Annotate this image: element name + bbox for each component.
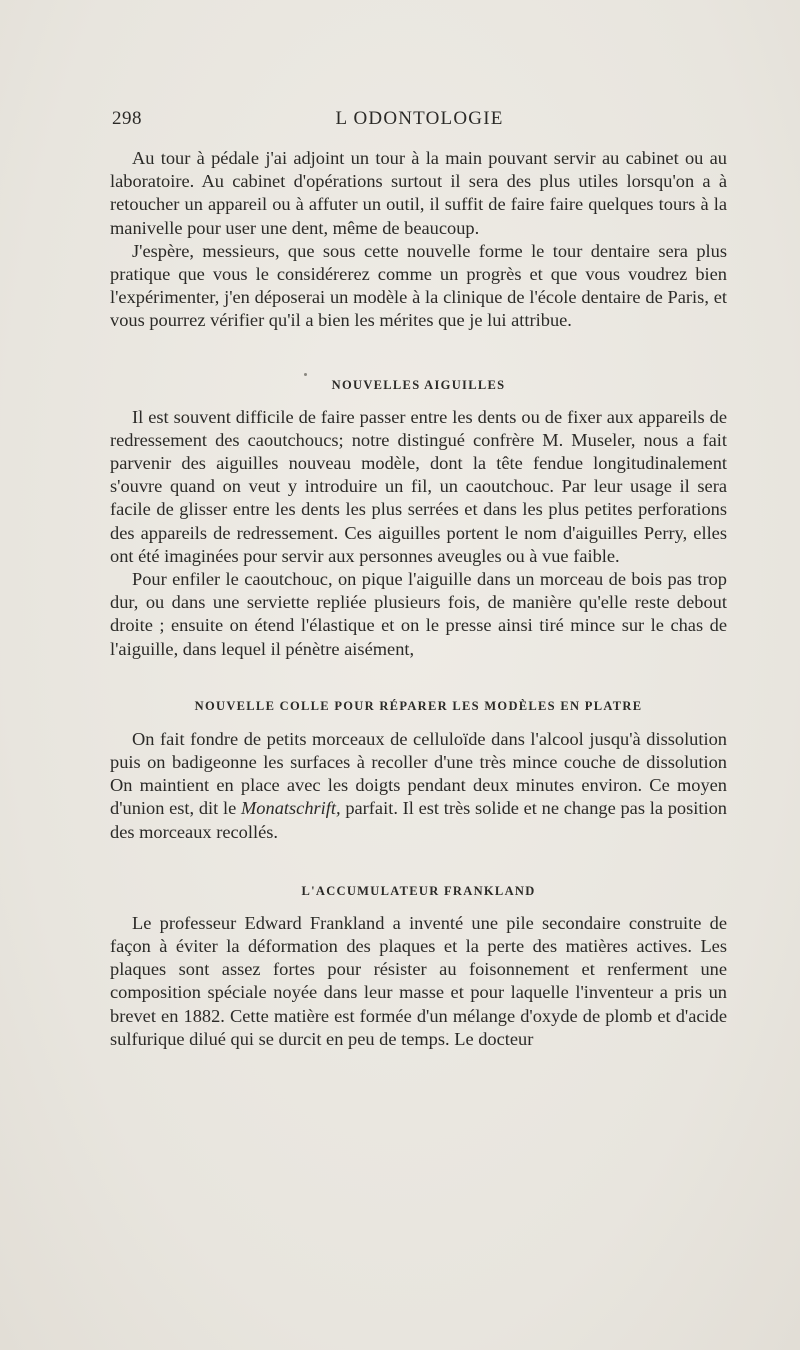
paragraph: Le professeur Edward Frankland a inventé une pile secondaire construite de façon à éviter la déformation des plaques et la perte des matières actives. Les plaques sont assez fortes pour résister au foisonnement et renferment une composition spéciale noyée dans leur masse et pour laquelle l'inventeur a pris un brevet en 1882. Cette matière est formée d'un mélange d'oxyde de plomb et d'acide sulfurique dilué qui se durcit en peu de temps. Le docteur: [110, 912, 727, 1049]
section-title: L'ACCUMULATEUR FRANKLAND: [301, 883, 536, 898]
paragraph: Au tour à pédale j'ai adjoint un tour à la main pouvant servir au cabinet ou au laboratoire. Au cabinet d'opérations surtout il sera des plus utiles lorsqu'on a à retoucher un appareil ou à affuter un outil, il suffit de faire faire quelques tours à la manivelle pour user une dent, même de beaucoup.: [110, 148, 727, 238]
section-nouvelle-colle: [110, 699, 727, 844]
paragraph: [110, 728, 727, 844]
paragraph-text: On fait fondre de petits morceaux de celluloïde dans l'alcool jusqu'à dissolution puis on badigeonne les surfaces à recoller d'une très mince couche de dissolution On maintient en place avec les doigts pendant deux minutes environ. Ce moyen d'union est, dit le: [110, 728, 727, 819]
paragraph: Pour enfiler le caoutchouc, on pique l'aiguille dans un morceau de bois pas trop dur, ou dans une serviette repliée plusieurs fois, de manière qu'elle reste debout droite ; ensuite on étend l'élastique et on le presse ainsi tiré mince sur le chas de l'aiguille, dans lequel il pénètre aisément,: [110, 569, 727, 659]
page-body: [110, 147, 727, 1051]
paragraph: J'espère, messieurs, que sous cette nouvelle forme le tour dentaire sera plus pratique que vous le considérerez comme un progrès et que vous voudrez bien l'expérimenter, j'en déposerai un modèle à la clinique de l'école dentaire de Paris, et vous pourrez vérifier qu'il a bien les mérites que je lui attribue.: [110, 240, 727, 331]
section-accumulateur: [110, 884, 727, 1051]
journal-name: Monatschrift,: [240, 798, 341, 819]
section-nouvelles-aiguilles: [110, 378, 727, 661]
paragraph-text: parfait. Il est très solide et ne change pas la position des morceaux recollés.: [110, 798, 727, 842]
section-intro: [110, 147, 727, 333]
paragraph: Il est souvent difficile de faire passer entre les dents ou de fixer aux appareils de redressement des caoutchoucs; notre distingué confrère M. Museler, nous a fait parvenir des aiguilles nouveau modèle, dont la tête fendue longitudinalement s'ouvre quand on veut y introduire un fil, un caoutchouc. Par leur usage il sera facile de glisser entre les dents les plus serrées et dans les plus petites perforations des appareils de redressement. Ces aiguilles portent le nom d'aiguilles Perry, elles ont été imaginées pour servir aux personnes aveugles ou à vue faible.: [110, 406, 727, 566]
page-number: 298: [112, 108, 142, 129]
section-title: NOUVELLE COLLE POUR RÉPARER LES MODÈLES EN PLATRE: [194, 698, 643, 713]
running-title: L ODONTOLOGIE: [335, 108, 504, 129]
page-header: [112, 108, 727, 136]
section-title: NOUVELLES AIGUILLES: [331, 377, 506, 392]
